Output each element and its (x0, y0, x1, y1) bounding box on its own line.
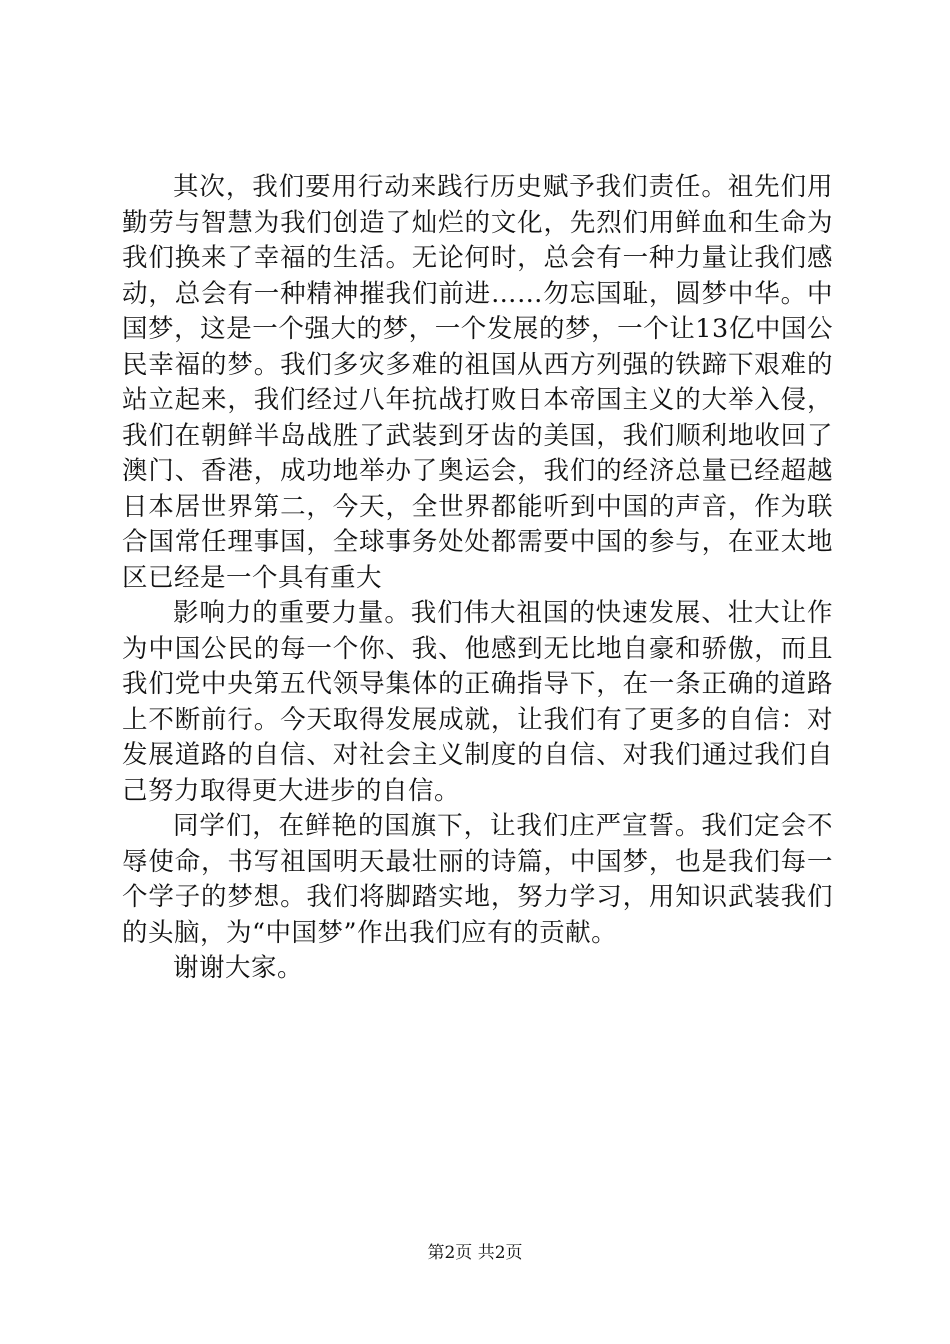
paragraph-4: 谢谢大家。 (173, 953, 304, 983)
paragraph-3: 同学们，在鲜艳的国旗下，让我们庄严宣誓。我们定会不辱使命，书写祖国明天最壮丽的诗篇，中国梦，也是我们每一个学子的梦想。我们将脚踏实地，努力学习，用知识武装我们的头脑，为“中国梦”作出我们应有的贡献。 (122, 811, 833, 948)
page-number-footer: 第2页 共2页 (427, 1243, 523, 1263)
document-body (122, 170, 833, 987)
paragraph-1: 其次，我们要用行动来践行历史赋予我们责任。祖先们用勤劳与智慧为我们创造了灿烂的文化，先烈们用鲜血和生命为我们换来了幸福的生活。无论何时，总会有一种力量让我们感动，总会有一种精神摧我们前进……勿忘国耻，圆梦中华。中国梦，这是一个强大的梦，一个发展的梦，一个让13亿中国公民幸福的梦。我们多灾多难的祖国从西方列强的铁蹄下艰难的站立起来，我们经过八年抗战打败日本帝国主义的大举入侵，我们在朝鲜半岛战胜了武装到牙齿的美国，我们顺利地收回了澳门、香港，成功地举办了奥运会，我们的经济总量已经超越日本居世界第二，今天，全世界都能听到中国的声音，作为联合国常任理事国，全球事务处处都需要中国的参与，在亚太地区已经是一个具有重大 (122, 172, 833, 593)
paragraph-2: 影响力的重要力量。我们伟大祖国的快速发展、壮大让作为中国公民的每一个你、我、他感到无比地自豪和骄傲，而且我们党中央第五代领导集体的正确指导下，在一条正确的道路上不断前行。今天取得发展成就，让我们有了更多的自信：对发展道路的自信、对社会主义制度的自信、对我们通过我们自己努力取得更大进步的自信。 (122, 598, 833, 806)
